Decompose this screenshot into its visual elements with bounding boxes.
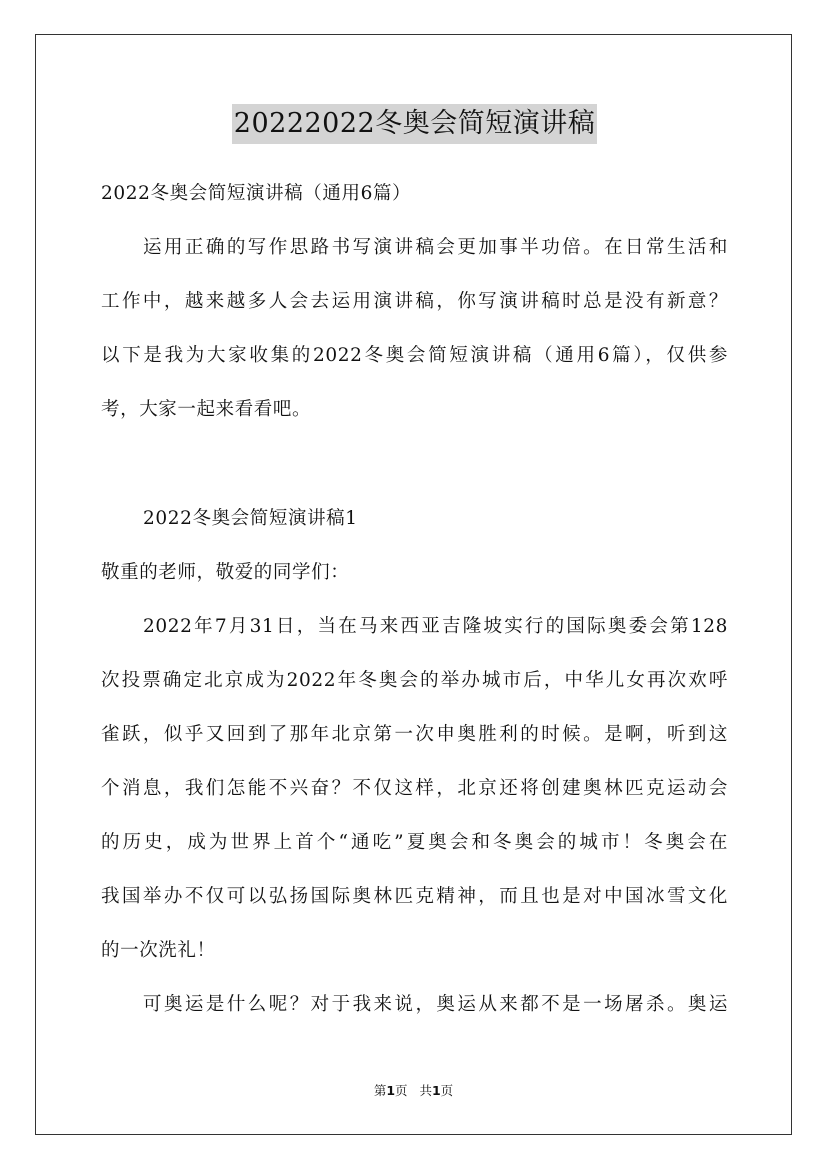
intro-line-4: 考，大家一起来看看吧。 [101, 399, 312, 420]
paragraph1-line-5: 的历史，成为世界上首个“通吃”夏奥会和冬奥会的城市！冬奥会在 [101, 832, 728, 853]
salutation: 敬重的老师，敬爱的同学们： [101, 562, 350, 583]
paragraph1-line-7: 的一次洗礼！ [101, 940, 216, 961]
intro-line-1: 运用正确的写作思路书写演讲稿会更加事半功倍。在日常生活和 [143, 237, 728, 258]
document-subtitle: 2022冬奥会简短演讲稿（通用6篇） [101, 183, 412, 204]
document-title: 20222022冬奥会简短演讲稿 [232, 104, 597, 144]
footer-page-current: 1 [386, 1083, 396, 1098]
intro-line-3: 以下是我为大家收集的2022冬奥会简短演讲稿（通用6篇），仅供参 [101, 345, 728, 366]
paragraph1-line-2: 次投票确定北京成为2022年冬奥会的举办城市后，中华儿女再次欢呼 [101, 670, 728, 691]
page-footer [0, 1082, 827, 1100]
paragraph1-line-3: 雀跃，似乎又回到了那年北京第一次申奥胜利的时候。是啊，听到这 [101, 724, 728, 745]
footer-page-prefix: 第 [373, 1083, 387, 1098]
paragraph2-line-1: 可奥运是什么呢？对于我来说，奥运从来都不是一场屠杀。奥运 [143, 994, 728, 1015]
intro-line-2: 工作中，越来越多人会去运用演讲稿，你写演讲稿时总是没有新意？ [101, 291, 728, 312]
paragraph1-line-1: 2022年7月31日，当在马来西亚吉隆坡实行的国际奥委会第128 [143, 616, 728, 637]
paragraph1-line-6: 我国举办不仅可以弘扬国际奥林匹克精神，而且也是对中国冰雪文化 [101, 886, 728, 907]
footer-page-suffix: 页 [440, 1083, 454, 1098]
footer-page-mid: 页 共 [395, 1083, 432, 1098]
paragraph1-line-4: 个消息，我们怎能不兴奋？不仅这样，北京还将创建奥林匹克运动会 [101, 778, 728, 799]
footer-page-total: 1 [431, 1083, 441, 1098]
section-heading: 2022冬奥会简短演讲稿1 [143, 508, 358, 529]
title-wrap [101, 104, 728, 144]
